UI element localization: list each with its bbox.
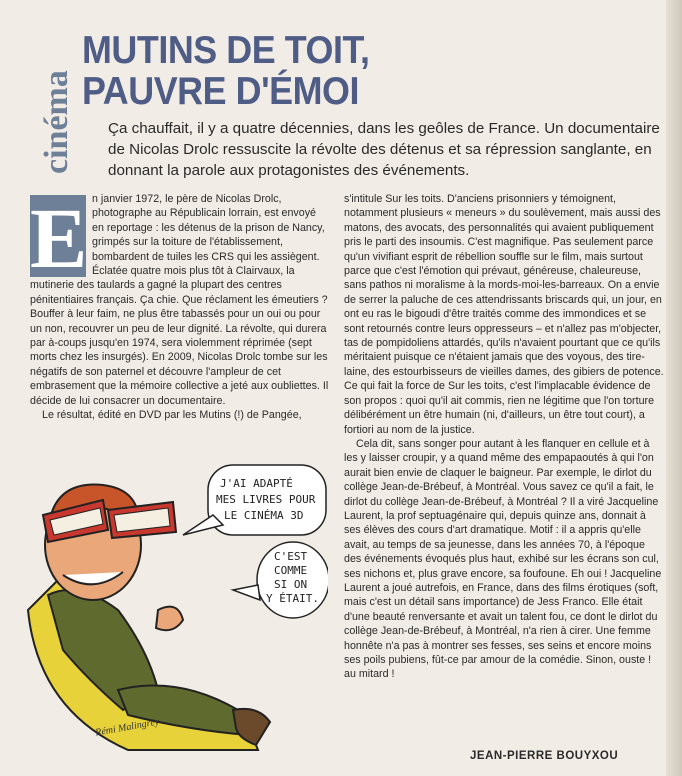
drop-cap: E — [30, 190, 88, 286]
section-name: cinéma — [38, 70, 75, 174]
bubble-1-line-1: J'AI ADAPTÉ — [220, 477, 293, 490]
bubble-1-line-2: MES LIVRES POUR — [216, 493, 316, 506]
page-edge — [666, 0, 682, 776]
article-column-2 — [344, 192, 664, 682]
artist-signature: Rémi Malingrëy — [94, 716, 161, 739]
paragraph: s'intitule Sur les toits. D'anciens prisonniers y témoignent, notamment plusieurs « meneurs » du soulèvement, mais aussi des matons, des avocats, des personnalités qui avaient publiquement pris le parti des insoumis. C'est magnifique. Pas seulement parce qu'un vivifiant esprit de rébellion souffle sur le film, mais surtout parce que c'est l'émotion qui prévaut, généreuse, chaleureuse, sans pathos ni moralisme à la mords-moi-les-barreaux. On a envie de serrer la paluche de ces attendrissants briscards qui, un jour, en ont eu ras le bigoudi d'être traités comme des immondices et se sont retournés contre leurs oppresseurs – et n'allez pas m'objecter, tas de pompidoliens attardés, qu'ils n'avaient pourtant que ce qu'ils méritaient puisque ce n'étaient jamais que des voyous, des tire-laine, des estourbisseurs de vieilles dames, des gibiers de potence. Ce qui fait la force de Sur les toits, c'est l'implacable évidence de son propos : quoi qu'il ait commis, rien ne légitime que l'on torture délibérément un être humain (ni, d'ailleurs, un être tout court), a fortiori au nom de la justice. — [344, 193, 664, 436]
paragraph: Cela dit, sans songer pour autant à les flanquer en cellule et à les y laisser croupir, y a quand même des empapaoutés à qui l'on aurait bien envie de claquer le baigneur. Par exemple, le dirlot du collège Jean-de-Brébeuf, à Montréal. Vous savez ce qu'il a fait, le dirlot du collège Jean-de-Brébeuf, à Montréal ? Il a viré Jacqueline Laurent, la prof septuagénaire qui, depuis quinze ans, donnait à ses élèves des cours d'art dramatique. Motif : il a appris qu'elle avait, au temps de sa jeunesse, dans les années 70, à l'époque des événements évoqués plus haut, exhibé sur les écrans son cul, ses nichons et, plus grave encore, sa foufoune. Eh oui ! Jacqueline Laurent a joué autrefois, en France, dans des films érotiques (soft, mais c'est un détail sans importance) de Jess Franco. Elle était d'une beauté renversante et avait un talent fou, ce dont le dirlot du collège Jean-de-Brébeuf, à Montréal, n'a rien à cirer. Une femme honnête n'a pas à montrer ses fesses, ses seins et encore moins ses poils pubiens, fût-ce par amour de la comédie. Sinon, ouste ! au mitard ! — [344, 437, 662, 681]
headline-line-1: MUTINS DE TOIT, — [82, 29, 370, 72]
headline-line-2: PAUVRE D'ÉMOI — [82, 70, 360, 113]
section-label — [8, 24, 75, 184]
paragraph: Le résultat, édité en DVD par les Mutins (!) de Pangée, — [42, 409, 302, 422]
speech-bubble-2 — [233, 542, 328, 618]
bubble-2-line-4: Y ÉTAIT. — [266, 592, 319, 605]
cartoon-illustration — [8, 460, 328, 760]
article-column-1 — [30, 192, 330, 423]
paragraph — [30, 192, 330, 408]
byline: JEAN-PIERRE BOUYXOU — [470, 750, 619, 762]
speech-bubble-1 — [183, 465, 326, 535]
bubble-2-line-1: C'EST — [274, 550, 308, 563]
paragraph-text: n janvier 1972, le père de Nicolas Drolc, photographe au Républicain lorrain, est envoyé en reportage : les détenus de la prison de Nancy, grimpés sur la toiture de l'établissement, bombardent de tuiles les CRS qui les assiègent. Éclatée quatre mois plus tôt à Clairvaux, la mutinerie des taulards a gagné la plupart des centres pénitentiaires français. Ça chie. Que réclament les émeutiers ? Bouffer à leur faim, ne plus être tabassés pour un oui ou pour un non, recouvrer un peu de leur dignité. La révolte, qui durera par à-coups jusqu'en 1974, sera violemment réprimée (sept morts chez les insurgés). En 2009, Nicolas Drolc tombe sur les négatifs de son paternel et découvre l'ampleur de cet embrasement que la mémoire collective a jeté aux oubliettes. Il décide de lui consacrer un documentaire. — [30, 193, 329, 407]
bubble-1-line-3: LE CINÉMA 3D — [224, 509, 304, 522]
bubble-2-line-2: COMME — [274, 564, 308, 577]
standfirst: Ça chauffait, il y a quatre décennies, dans les geôles de France. Un documentaire de Nicolas Drolc ressuscite la révolte des détenus et sa répression sanglante, en donnant la parole aux protagonistes des événements. — [108, 120, 660, 179]
bubble-2-line-3: SI ON — [274, 578, 308, 591]
headline — [82, 30, 369, 112]
hand — [156, 607, 183, 631]
